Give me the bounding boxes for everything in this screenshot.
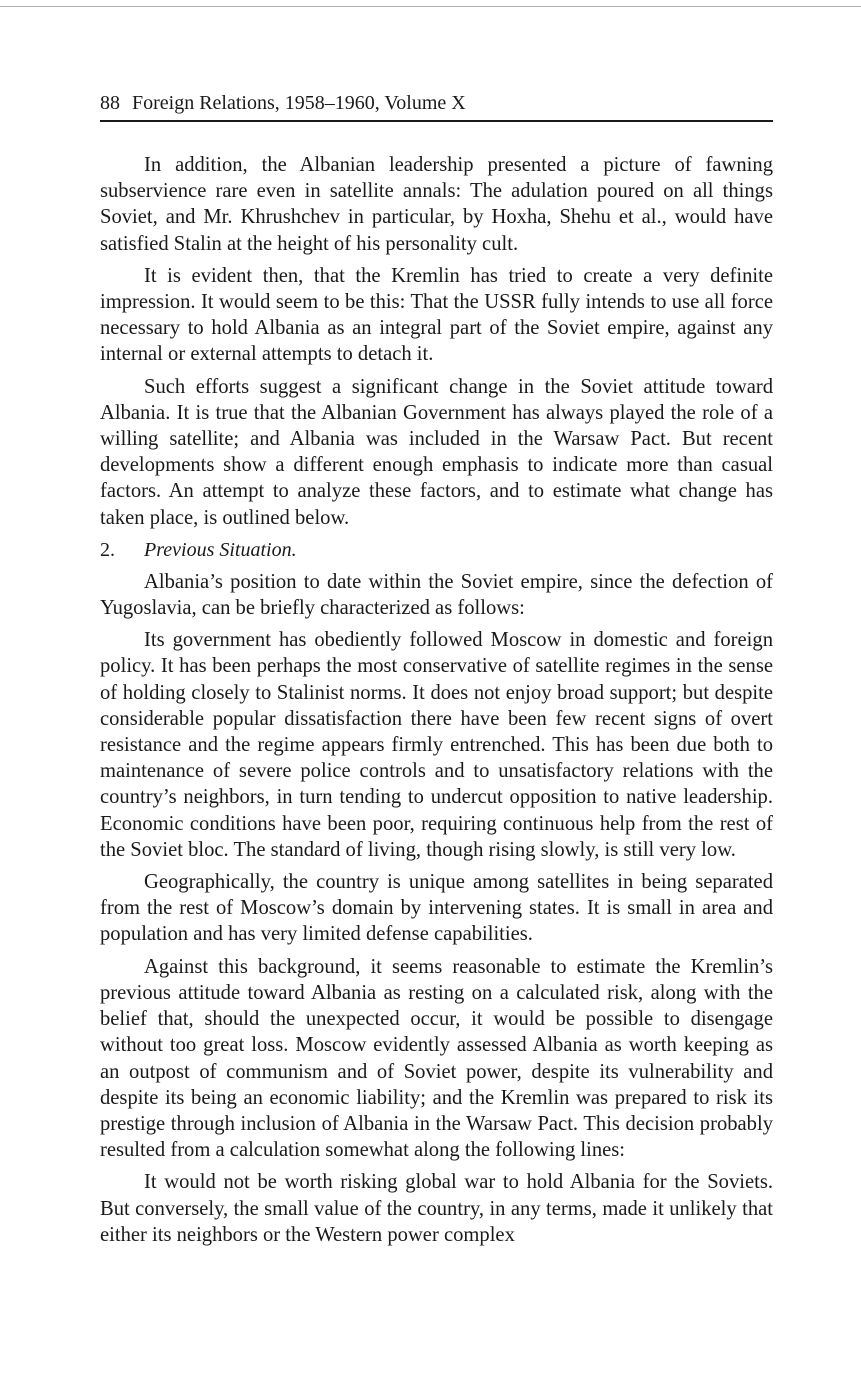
section-heading — [100, 537, 773, 563]
paragraph: Albania’s position to date within the Soviet empire, since the defection of Yugoslavia, can be briefly characterized as follows: — [100, 570, 773, 620]
running-title: Foreign Relations, 1958–1960, Volume X — [132, 92, 466, 114]
document-page — [100, 88, 773, 1254]
running-header — [100, 88, 773, 122]
section-title: Previous Situation. — [144, 538, 297, 561]
page-number: 88 — [100, 92, 120, 114]
section-number: 2. — [100, 538, 115, 561]
paragraph: Geographically, the country is unique among satellites in being separated from the rest of Moscow’s domain by intervening states. It is small in area and population and has very limited defense capabilities. — [100, 871, 773, 946]
paragraph: It is evident then, that the Kremlin has tried to create a very definite impression. It would seem to be this: That the USSR fully intends to use all force necessary to hold Albania as an integral part of the Soviet empire, against any internal or external attempts to detach it. — [100, 264, 773, 366]
top-border-line — [0, 6, 861, 7]
paragraph: In addition, the Albanian leadership presented a picture of fawning subservience rare even in satellite annals: The adulation poured on all things Soviet, and Mr. Khrushchev in particular, by Hoxha, Shehu et al., would have satisfied Stalin at the height of his personality cult. — [100, 154, 773, 255]
paragraph: Against this background, it seems reasonable to estimate the Kremlin’s previous attitude toward Albania as resting on a calculated risk, along with the belief that, should the unexpected occur, it would be possible to disengage without too great loss. Moscow evidently assessed Albania as worth keeping as an outpost of communism and of Soviet power, despite its vulnerability and despite its being an economic liability; and the Kremlin was prepared to risk its prestige through inclusion of Albania in the Warsaw Pact. This decision probably resulted from a calculation somewhat along the following lines: — [100, 955, 773, 1162]
paragraph: Its government has obediently followed Moscow in domestic and foreign policy. It has been perhaps the most conservative of satellite regimes in the sense of holding closely to Stalinist norms. It does not enjoy broad support; but despite considerable popular dissatisfaction there have been few recent signs of overt resistance and the regime appears firmly entrenched. This has been due both to maintenance of severe police controls and to unsatisfactory relations with the country’s neighbors, in turn tending to undercut opposition to native leadership. Economic conditions have been poor, requiring continuous help from the rest of the Soviet bloc. The standard of living, though rising slowly, is still very low. — [100, 629, 773, 861]
paragraph: Such efforts suggest a significant change in the Soviet attitude toward Albania. It is true that the Albanian Government has always played the role of a willing satellite; and Albania was included in the Warsaw Pact. But recent developments show a different enough emphasis to indicate more than casual factors. An attempt to analyze these factors, and to estimate what change has taken place, is outlined below. — [100, 375, 773, 529]
paragraph: It would not be worth risking global war to hold Albania for the Soviets. But conversely, the small value of the country, in any terms, made it unlikely that either its neighbors or the Western power complex — [100, 1171, 773, 1246]
